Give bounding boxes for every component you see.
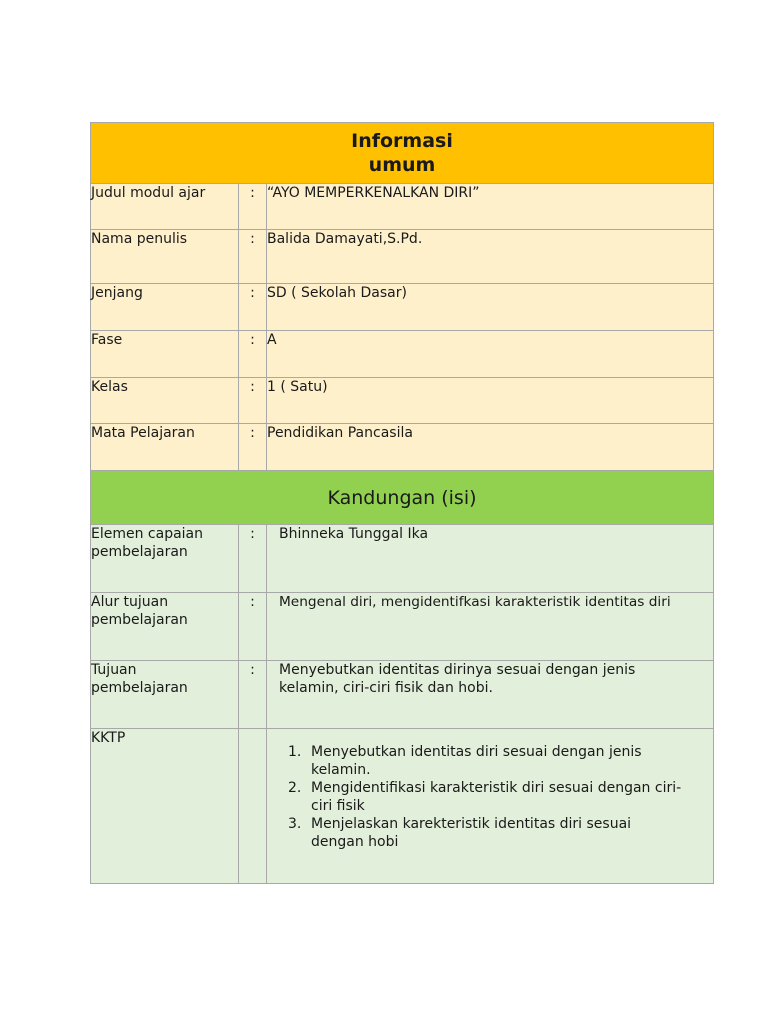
value-element: Bhinneka Tunggal Ika	[267, 525, 714, 593]
row-learning-flow	[91, 593, 714, 661]
label-class: Kelas	[91, 378, 239, 424]
label-learning-goal: Tujuan pembelajaran	[91, 661, 239, 729]
row-class	[91, 378, 714, 424]
row-level	[91, 284, 714, 331]
separator: :	[239, 378, 267, 424]
separator: :	[239, 661, 267, 729]
value-level: SD ( Sekolah Dasar)	[267, 284, 714, 331]
value-subject: Pendidikan Pancasila	[267, 424, 714, 471]
value-class: 1 ( Satu)	[267, 378, 714, 424]
row-kktp	[91, 729, 714, 884]
label-phase: Fase	[91, 331, 239, 378]
kktp-list	[267, 743, 699, 851]
label-module-title: Judul modul ajar	[91, 184, 239, 230]
content-header-row	[91, 471, 714, 525]
module-info-table	[90, 122, 714, 884]
row-element	[91, 525, 714, 593]
label-level: Jenjang	[91, 284, 239, 331]
value-module-title: “AYO MEMPERKENALKAN DIRI”	[267, 184, 714, 230]
value-learning-goal: Menyebutkan identitas dirinya sesuai dengan jenis kelamin, ciri-ciri fisik dan hobi.	[267, 661, 714, 729]
separator: :	[239, 331, 267, 378]
row-phase	[91, 331, 714, 378]
content-title: Kandungan (isi)	[327, 486, 477, 509]
kktp-item: Mengidentifikasi karakteristik diri sesuai dengan ciri- ciri fisik	[311, 780, 682, 814]
separator: :	[239, 184, 267, 230]
row-learning-goal	[91, 661, 714, 729]
general-info-header-cell	[91, 123, 714, 184]
separator: :	[239, 230, 267, 284]
row-subject	[91, 424, 714, 471]
label-kktp: KKTP	[91, 729, 239, 884]
separator: :	[239, 525, 267, 593]
kktp-cell	[267, 729, 714, 884]
row-module-title	[91, 184, 714, 230]
label-learning-flow: Alur tujuan pembelajaran	[91, 593, 239, 661]
label-author: Nama penulis	[91, 230, 239, 284]
general-info-header-row	[91, 123, 714, 184]
separator: :	[239, 284, 267, 331]
label-subject: Mata Pelajaran	[91, 424, 239, 471]
separator: :	[239, 593, 267, 661]
value-learning-flow: Mengenal diri, mengidentifkasi karakteristik identitas diri	[267, 593, 714, 661]
kktp-item: Menjelaskan karekteristik identitas diri sesuai dengan hobi	[311, 816, 632, 850]
general-info-title: Informasi umum	[351, 130, 453, 176]
kktp-item: Menyebutkan identitas diri sesuai dengan jenis kelamin.	[311, 744, 642, 778]
value-author: Balida Damayati,S.Pd.	[267, 230, 714, 284]
row-author	[91, 230, 714, 284]
label-element: Elemen capaian pembelajaran	[91, 525, 239, 593]
value-phase: A	[267, 331, 714, 378]
separator-empty	[239, 729, 267, 884]
separator: :	[239, 424, 267, 471]
content-header-cell	[91, 471, 714, 525]
